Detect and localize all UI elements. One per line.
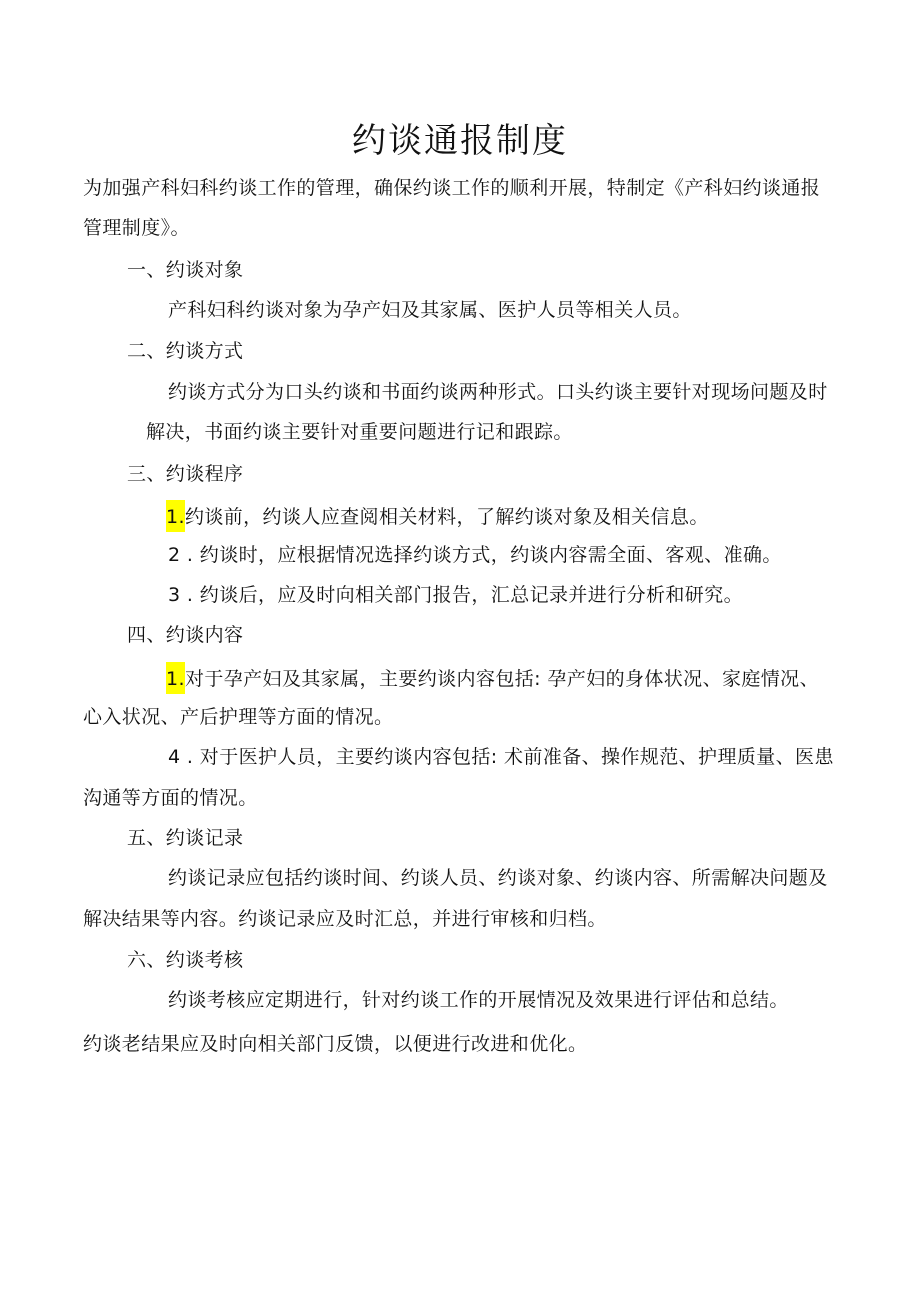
intro-line-2: 管理制度》。 — [83, 217, 190, 239]
closing-paragraph: 约谈老结果应及时向相关部门反馈，以便进行改进和优化。 — [83, 1033, 588, 1055]
section-4-item-4: 4 . 对于医护人员，主要约谈内容包括: 术前准备、操作规范、护理质量、医患 — [168, 746, 834, 768]
section-4-heading: 四、约谈内容 — [127, 624, 244, 646]
intro-line-1: 为加强产科妇科约谈工作的管理，确保约谈工作的顺利开展，特制定《产科妇约谈通报 — [83, 177, 821, 199]
section-4-item-1 — [166, 662, 819, 694]
section-3-item-3: 3 . 约谈后，应及时向相关部门报告，汇总记录并进行分析和研究。 — [168, 584, 744, 606]
section-2-heading: 二、约谈方式 — [127, 340, 244, 362]
section-3-heading: 三、约谈程序 — [127, 463, 244, 485]
section-5-paragraph-line-2: 解决结果等内容。约谈记录应及时汇总，并进行审核和归档。 — [83, 908, 607, 930]
section-5-paragraph-line-1: 约谈记录应包括约谈时间、约谈人员、约谈对象、约谈内容、所需解决问题及 — [168, 867, 828, 889]
section-4-item-1-continued: 心入状况、产后护理等方面的情况。 — [83, 706, 394, 728]
section-6-heading: 六、约谈考核 — [127, 949, 244, 971]
section-5-heading: 五、约谈记录 — [127, 827, 244, 849]
section-3-item-1 — [166, 500, 709, 532]
highlighted-number: 1. — [166, 662, 185, 694]
section-1-heading: 一、约谈对象 — [127, 259, 244, 281]
document-title: 约谈通报制度 — [352, 121, 568, 161]
section-4-item-4-continued: 沟通等方面的情况。 — [83, 787, 258, 809]
section-2-paragraph-line-2: 解决，书面约谈主要针对重要问题进行记和跟踪。 — [146, 421, 573, 443]
section-3-item-1-text: 约谈前，约谈人应查阅相关材料，了解约谈对象及相关信息。 — [184, 506, 709, 528]
highlighted-number: 1. — [166, 500, 185, 532]
section-6-paragraph: 约谈考核应定期进行，针对约谈工作的开展情况及效果进行评估和总结。 — [168, 989, 789, 1011]
section-3-item-2: 2 . 约谈时，应根据情况选择约谈方式，约谈内容需全面、客观、准确。 — [168, 544, 782, 566]
section-2-paragraph-line-1: 约谈方式分为口头约谈和书面约谈两种形式。口头约谈主要针对现场问题及时 — [168, 381, 828, 403]
section-1-paragraph: 产科妇科约谈对象为孕产妇及其家属、医护人员等相关人员。 — [168, 299, 692, 321]
section-4-item-1-text: 对于孕产妇及其家属，主要约谈内容包括: 孕产妇的身体状况、家庭情况、 — [184, 668, 819, 690]
